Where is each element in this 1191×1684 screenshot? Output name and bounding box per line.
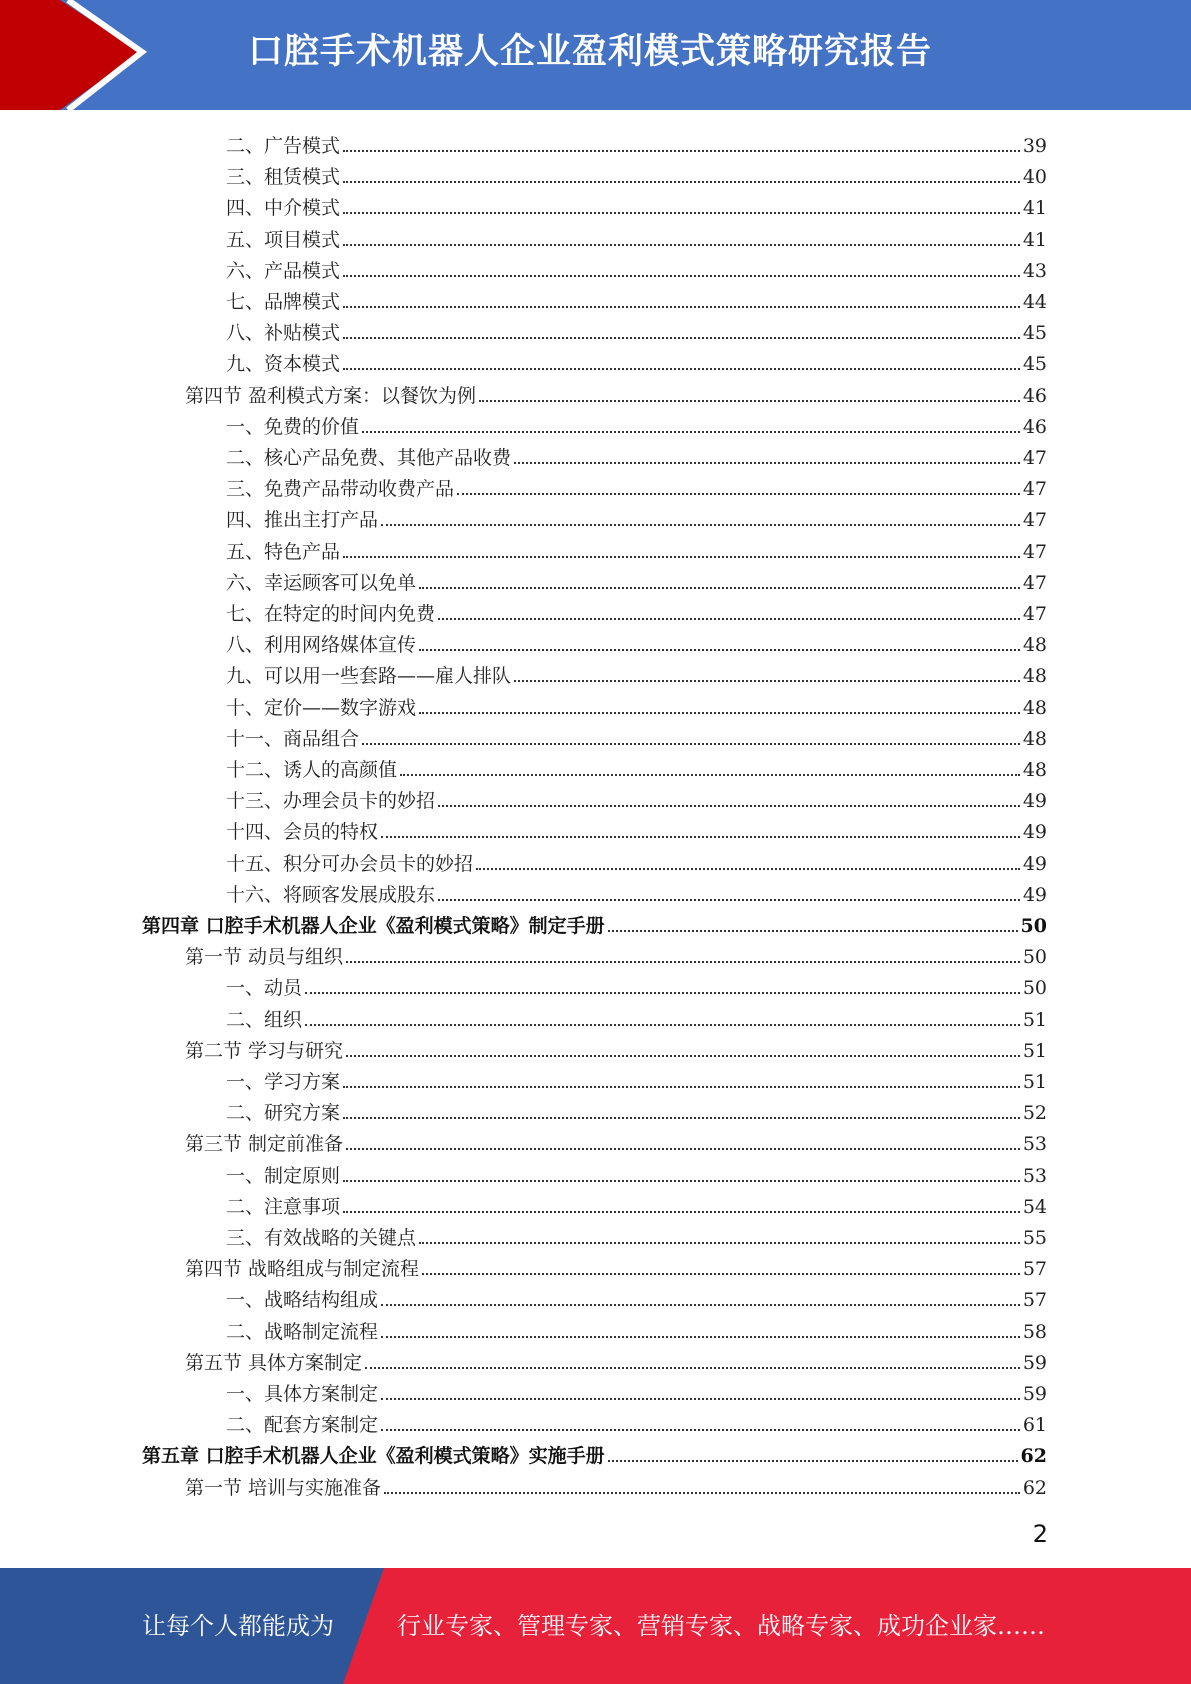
toc-entry[interactable]: [185, 1249, 1047, 1280]
toc-entry-title: 十二、诱人的高颜值: [226, 759, 398, 781]
toc-entry-title: 第三节 制定前准备: [185, 1133, 344, 1156]
toc-leader-dots: [608, 1460, 1018, 1462]
toc-leader-dots: [419, 649, 1020, 651]
toc-entry-title: 第二节 学习与研究: [185, 1039, 344, 1062]
toc-entry[interactable]: [226, 344, 1047, 375]
toc-leader-dots: [343, 275, 1020, 277]
toc-entry[interactable]: [226, 656, 1047, 687]
toc-entry-title: 二、战略制定流程: [226, 1320, 379, 1343]
toc-entry-title: 八、补贴模式: [226, 322, 341, 345]
toc-entry-title: 三、租赁模式: [226, 166, 341, 189]
toc-leader-dots: [362, 431, 1020, 433]
toc-entry-page: 47: [1022, 603, 1047, 625]
toc-entry[interactable]: [185, 1343, 1047, 1374]
toc-entry-title: 四、中介模式: [226, 197, 341, 220]
toc-entry-page: 62: [1022, 1476, 1047, 1499]
toc-leader-dots: [419, 712, 1020, 714]
toc-entry[interactable]: [226, 1405, 1047, 1436]
toc-entry-page: 48: [1022, 665, 1047, 688]
toc-entry[interactable]: [142, 1436, 1047, 1467]
toc-entry-title: 六、产品模式: [226, 259, 341, 282]
toc-entry-page: 49: [1022, 883, 1047, 906]
toc-entry[interactable]: [185, 937, 1047, 968]
toc-entry-page: 47: [1022, 478, 1047, 501]
toc-entry-title: 一、战略结构组成: [226, 1289, 379, 1312]
toc-entry-title: 一、具体方案制定: [226, 1383, 379, 1405]
toc-entry[interactable]: [226, 313, 1047, 344]
toc-leader-dots: [362, 743, 1020, 745]
toc-entry[interactable]: [226, 750, 1047, 781]
toc-entry-page: 50: [1022, 946, 1047, 969]
toc-leader-dots: [400, 774, 1020, 776]
toc-leader-dots: [346, 1148, 1020, 1150]
toc-entry-page: 48: [1022, 696, 1047, 719]
toc-entry[interactable]: [226, 532, 1047, 563]
toc-entry-page: 48: [1022, 634, 1047, 657]
toc-entry-page: 47: [1022, 571, 1047, 594]
toc-entry-page: 46: [1022, 415, 1047, 438]
toc-entry-page: 53: [1022, 1133, 1047, 1156]
toc-entry-title: 十六、将顾客发展成股东: [226, 883, 436, 906]
toc-leader-dots: [343, 1211, 1020, 1213]
toc-entry-page: 51: [1022, 1008, 1047, 1031]
toc-entry[interactable]: [226, 251, 1047, 282]
toc-entry-page: 49: [1022, 790, 1047, 813]
toc-entry[interactable]: [185, 1124, 1047, 1155]
toc-entry[interactable]: [226, 1187, 1047, 1218]
toc-leader-dots: [343, 556, 1020, 558]
toc-leader-dots: [343, 1180, 1020, 1182]
toc-entry[interactable]: [226, 1062, 1047, 1093]
document-title: 口腔手术机器人企业盈利模式策略研究报告: [248, 32, 933, 72]
toc-entry[interactable]: [226, 594, 1047, 625]
toc-entry-title: 六、幸运顾客可以免单: [226, 571, 417, 594]
toc-leader-dots: [381, 1336, 1020, 1338]
toc-leader-dots: [381, 1429, 1020, 1431]
toc-entry[interactable]: [226, 1000, 1047, 1031]
toc-entry[interactable]: [226, 812, 1047, 843]
toc-entry-page: 51: [1022, 1071, 1047, 1093]
toc-entry[interactable]: [226, 157, 1047, 188]
toc-entry[interactable]: [226, 688, 1047, 719]
toc-entry[interactable]: [226, 220, 1047, 251]
toc-leader-dots: [381, 1304, 1020, 1306]
toc-leader-dots: [343, 306, 1020, 308]
page-number: 2: [1032, 1520, 1048, 1548]
toc-entry-title: 第一节 培训与实施准备: [185, 1476, 382, 1499]
toc-leader-dots: [514, 462, 1020, 464]
toc-entry-title: 十四、会员的特权: [226, 821, 379, 844]
header-arrow-decoration: [0, 0, 160, 110]
toc-entry-title: 二、注意事项: [226, 1195, 341, 1218]
toc-leader-dots: [305, 1024, 1020, 1026]
toc-entry[interactable]: [226, 188, 1047, 219]
toc-leader-dots: [438, 618, 1020, 620]
toc-entry[interactable]: [226, 563, 1047, 594]
toc-leader-dots: [457, 493, 1020, 495]
toc-entry-title: 第四节 盈利模式方案：以餐饮为例: [185, 384, 477, 407]
toc-entry-title: 三、有效战略的关键点: [226, 1227, 417, 1249]
toc-entry-title: 第四章 口腔手术机器人企业《盈利模式策略》制定手册: [142, 915, 605, 937]
toc-entry-page: 62: [1020, 1445, 1047, 1468]
toc-leader-dots: [381, 836, 1020, 838]
toc-entry[interactable]: [226, 282, 1047, 313]
toc-leader-dots: [346, 961, 1020, 963]
toc-entry[interactable]: [226, 1374, 1047, 1405]
toc-entry-title: 二、配套方案制定: [226, 1414, 379, 1437]
toc-entry[interactable]: [226, 875, 1047, 906]
toc-leader-dots: [422, 1273, 1020, 1275]
footer-slogan-left: 让每个人都能成为: [142, 1612, 334, 1640]
toc-entry-page: 39: [1022, 135, 1047, 157]
toc-entry-page: 47: [1022, 540, 1047, 563]
toc-entry-title: 七、品牌模式: [226, 291, 341, 313]
toc-entry-page: 47: [1022, 509, 1047, 532]
toc-entry[interactable]: [226, 844, 1047, 875]
toc-entry-title: 一、动员: [226, 977, 303, 1000]
toc-entry-page: 59: [1022, 1351, 1047, 1374]
toc-entry-title: 二、核心产品免费、其他产品收费: [226, 447, 512, 469]
toc-entry-title: 三、免费产品带动收费产品: [226, 478, 455, 501]
toc-entry-page: 51: [1022, 1039, 1047, 1062]
toc-entry-title: 十、定价——数字游戏: [226, 696, 417, 719]
toc-entry-page: 46: [1022, 384, 1047, 407]
toc-entry[interactable]: [226, 1218, 1047, 1249]
toc-entry-page: 45: [1022, 353, 1047, 376]
toc-entry[interactable]: [226, 1093, 1047, 1124]
toc-entry-page: 40: [1022, 166, 1047, 189]
toc-entry-title: 一、免费的价值: [226, 415, 360, 438]
toc-entry[interactable]: [226, 126, 1047, 157]
toc-entry-title: 第一节 动员与组织: [185, 946, 344, 969]
toc-entry-page: 41: [1022, 228, 1047, 251]
toc-leader-dots: [343, 244, 1020, 246]
toc-leader-dots: [343, 150, 1020, 152]
toc-entry-page: 49: [1022, 852, 1047, 875]
toc-entry-title: 十五、积分可办会员卡的妙招: [226, 852, 474, 875]
toc-leader-dots: [438, 899, 1020, 901]
toc-leader-dots: [479, 400, 1020, 402]
toc-leader-dots: [384, 1492, 1020, 1494]
toc-leader-dots: [438, 805, 1020, 807]
toc-entry[interactable]: [226, 781, 1047, 812]
toc-entry-page: 55: [1022, 1227, 1047, 1249]
toc-entry[interactable]: [226, 407, 1047, 438]
toc-leader-dots: [343, 337, 1020, 339]
toc-entry-title: 第五节 具体方案制定: [185, 1351, 363, 1374]
toc-entry-title: 第五章 口腔手术机器人企业《盈利模式策略》实施手册: [142, 1445, 605, 1468]
toc-entry[interactable]: [185, 1468, 1047, 1499]
page-footer: [0, 1568, 1191, 1684]
toc-entry-page: 52: [1022, 1102, 1047, 1125]
toc-leader-dots: [381, 524, 1020, 526]
toc-entry-title: 五、特色产品: [226, 540, 341, 563]
toc-entry[interactable]: [226, 625, 1047, 656]
toc-entry[interactable]: [226, 500, 1047, 531]
toc-entry-title: 七、在特定的时间内免费: [226, 603, 436, 625]
toc-entry-page: 48: [1022, 727, 1047, 750]
toc-leader-dots: [381, 1398, 1020, 1400]
toc-entry[interactable]: [185, 376, 1047, 407]
toc-entry[interactable]: [226, 1156, 1047, 1187]
toc-entry[interactable]: [142, 906, 1047, 937]
toc-entry-title: 二、研究方案: [226, 1102, 341, 1125]
toc-entry-title: 十一、商品组合: [226, 727, 360, 750]
toc-entry-title: 九、资本模式: [226, 353, 341, 376]
toc-entry[interactable]: [226, 968, 1047, 999]
toc-entry-page: 49: [1022, 821, 1047, 844]
toc-entry-title: 十三、办理会员卡的妙招: [226, 790, 436, 813]
toc-entry-page: 58: [1022, 1320, 1047, 1343]
toc-entry[interactable]: [226, 1312, 1047, 1343]
toc-leader-dots: [419, 1242, 1020, 1244]
toc-entry-title: 八、利用网络媒体宣传: [226, 634, 417, 657]
toc-leader-dots: [419, 587, 1020, 589]
toc-leader-dots: [476, 868, 1020, 870]
toc-entry-page: 59: [1022, 1383, 1047, 1405]
toc-entry-page: 57: [1022, 1289, 1047, 1312]
toc-entry-title: 第四节 战略组成与制定流程: [185, 1258, 420, 1281]
toc-entry-title: 五、项目模式: [226, 228, 341, 251]
toc-entry-title: 一、制定原则: [226, 1164, 341, 1187]
toc-entry-title: 一、学习方案: [226, 1071, 341, 1093]
toc-entry[interactable]: [226, 1280, 1047, 1311]
toc-leader-dots: [346, 1055, 1020, 1057]
toc-entry[interactable]: [226, 719, 1047, 750]
page-header: [0, 0, 1191, 110]
toc-leader-dots: [305, 992, 1020, 994]
toc-entry-title: 四、推出主打产品: [226, 509, 379, 532]
toc-entry-title: 九、可以用一些套路——雇人排队: [226, 665, 512, 688]
toc-entry-title: 二、广告模式: [226, 135, 341, 157]
toc-entry-page: 53: [1022, 1164, 1047, 1187]
toc-entry-page: 44: [1022, 291, 1047, 313]
toc-entry-page: 57: [1022, 1258, 1047, 1281]
toc-entry-page: 41: [1022, 197, 1047, 220]
toc-entry-title: 二、组织: [226, 1008, 303, 1031]
toc-leader-dots: [343, 1117, 1020, 1119]
toc-entry-page: 47: [1022, 447, 1047, 469]
toc-entry-page: 50: [1022, 977, 1047, 1000]
toc-entry-page: 48: [1022, 759, 1047, 781]
toc-leader-dots: [365, 1367, 1020, 1369]
toc-entry-page: 54: [1022, 1195, 1047, 1218]
toc-entry-page: 45: [1022, 322, 1047, 345]
toc-entry-page: 61: [1022, 1414, 1047, 1437]
toc-entry[interactable]: [185, 1031, 1047, 1062]
toc-entry[interactable]: [226, 469, 1047, 500]
toc-leader-dots: [608, 930, 1018, 932]
toc-leader-dots: [343, 368, 1020, 370]
toc-leader-dots: [343, 1086, 1020, 1088]
toc-entry-page: 50: [1020, 915, 1047, 937]
toc-leader-dots: [343, 212, 1020, 214]
footer-slogan-right: 行业专家、管理专家、营销专家、战略专家、成功企业家……: [397, 1612, 1045, 1640]
toc-leader-dots: [343, 181, 1020, 183]
toc-entry-page: 43: [1022, 259, 1047, 282]
toc-entry[interactable]: [226, 438, 1047, 469]
toc-leader-dots: [514, 680, 1020, 682]
